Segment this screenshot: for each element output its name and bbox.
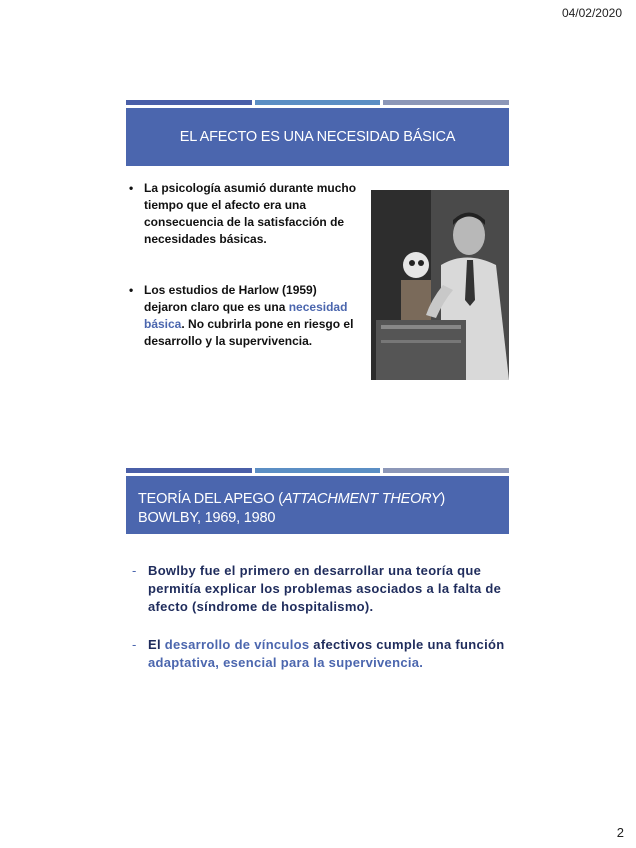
page-number: 2 <box>616 825 624 840</box>
bullet-item: • La psicología asumió durante mucho tiempo que el afecto era una consecuencia de la satisfacción de necesidades básicas. <box>126 180 361 248</box>
highlight-text: adaptativa, esencial para la supervivencia. <box>148 655 424 670</box>
slide-1-bullets <box>126 180 361 384</box>
slide-1 <box>126 100 509 400</box>
slide-2-bullets <box>132 562 507 692</box>
slide-2-title: TEORÍA DEL APEGO (ATTACHMENT THEORY) BOWLBY, 1969, 1980 <box>126 476 509 534</box>
slide-2 <box>126 468 509 738</box>
bullet-item: - Bowlby fue el primero en desarrollar una teoría que permitía explicar los problemas asociados a la falta de afecto (síndrome de hospitalismo). <box>132 562 507 616</box>
highlight-text: necesidad básica <box>144 300 348 331</box>
date-stamp: 04/02/2020 <box>561 6 622 20</box>
bullet-item: • Los estudios de Harlow (1959) dejaron claro que es una necesidad básica. No cubrirla pone en riesgo el desarrollo y la supervivencia. <box>126 282 361 350</box>
harlow-photo <box>371 190 509 380</box>
title-stripes <box>126 100 509 105</box>
highlight-text: desarrollo de vínculos <box>164 637 310 652</box>
slide-1-title: EL AFECTO ES UNA NECESIDAD BÁSICA <box>126 108 509 166</box>
bullet-item: - El desarrollo de vínculos afectivos cumple una función adaptativa, esencial para la supervivencia. <box>132 636 507 672</box>
title-stripes <box>126 468 509 473</box>
